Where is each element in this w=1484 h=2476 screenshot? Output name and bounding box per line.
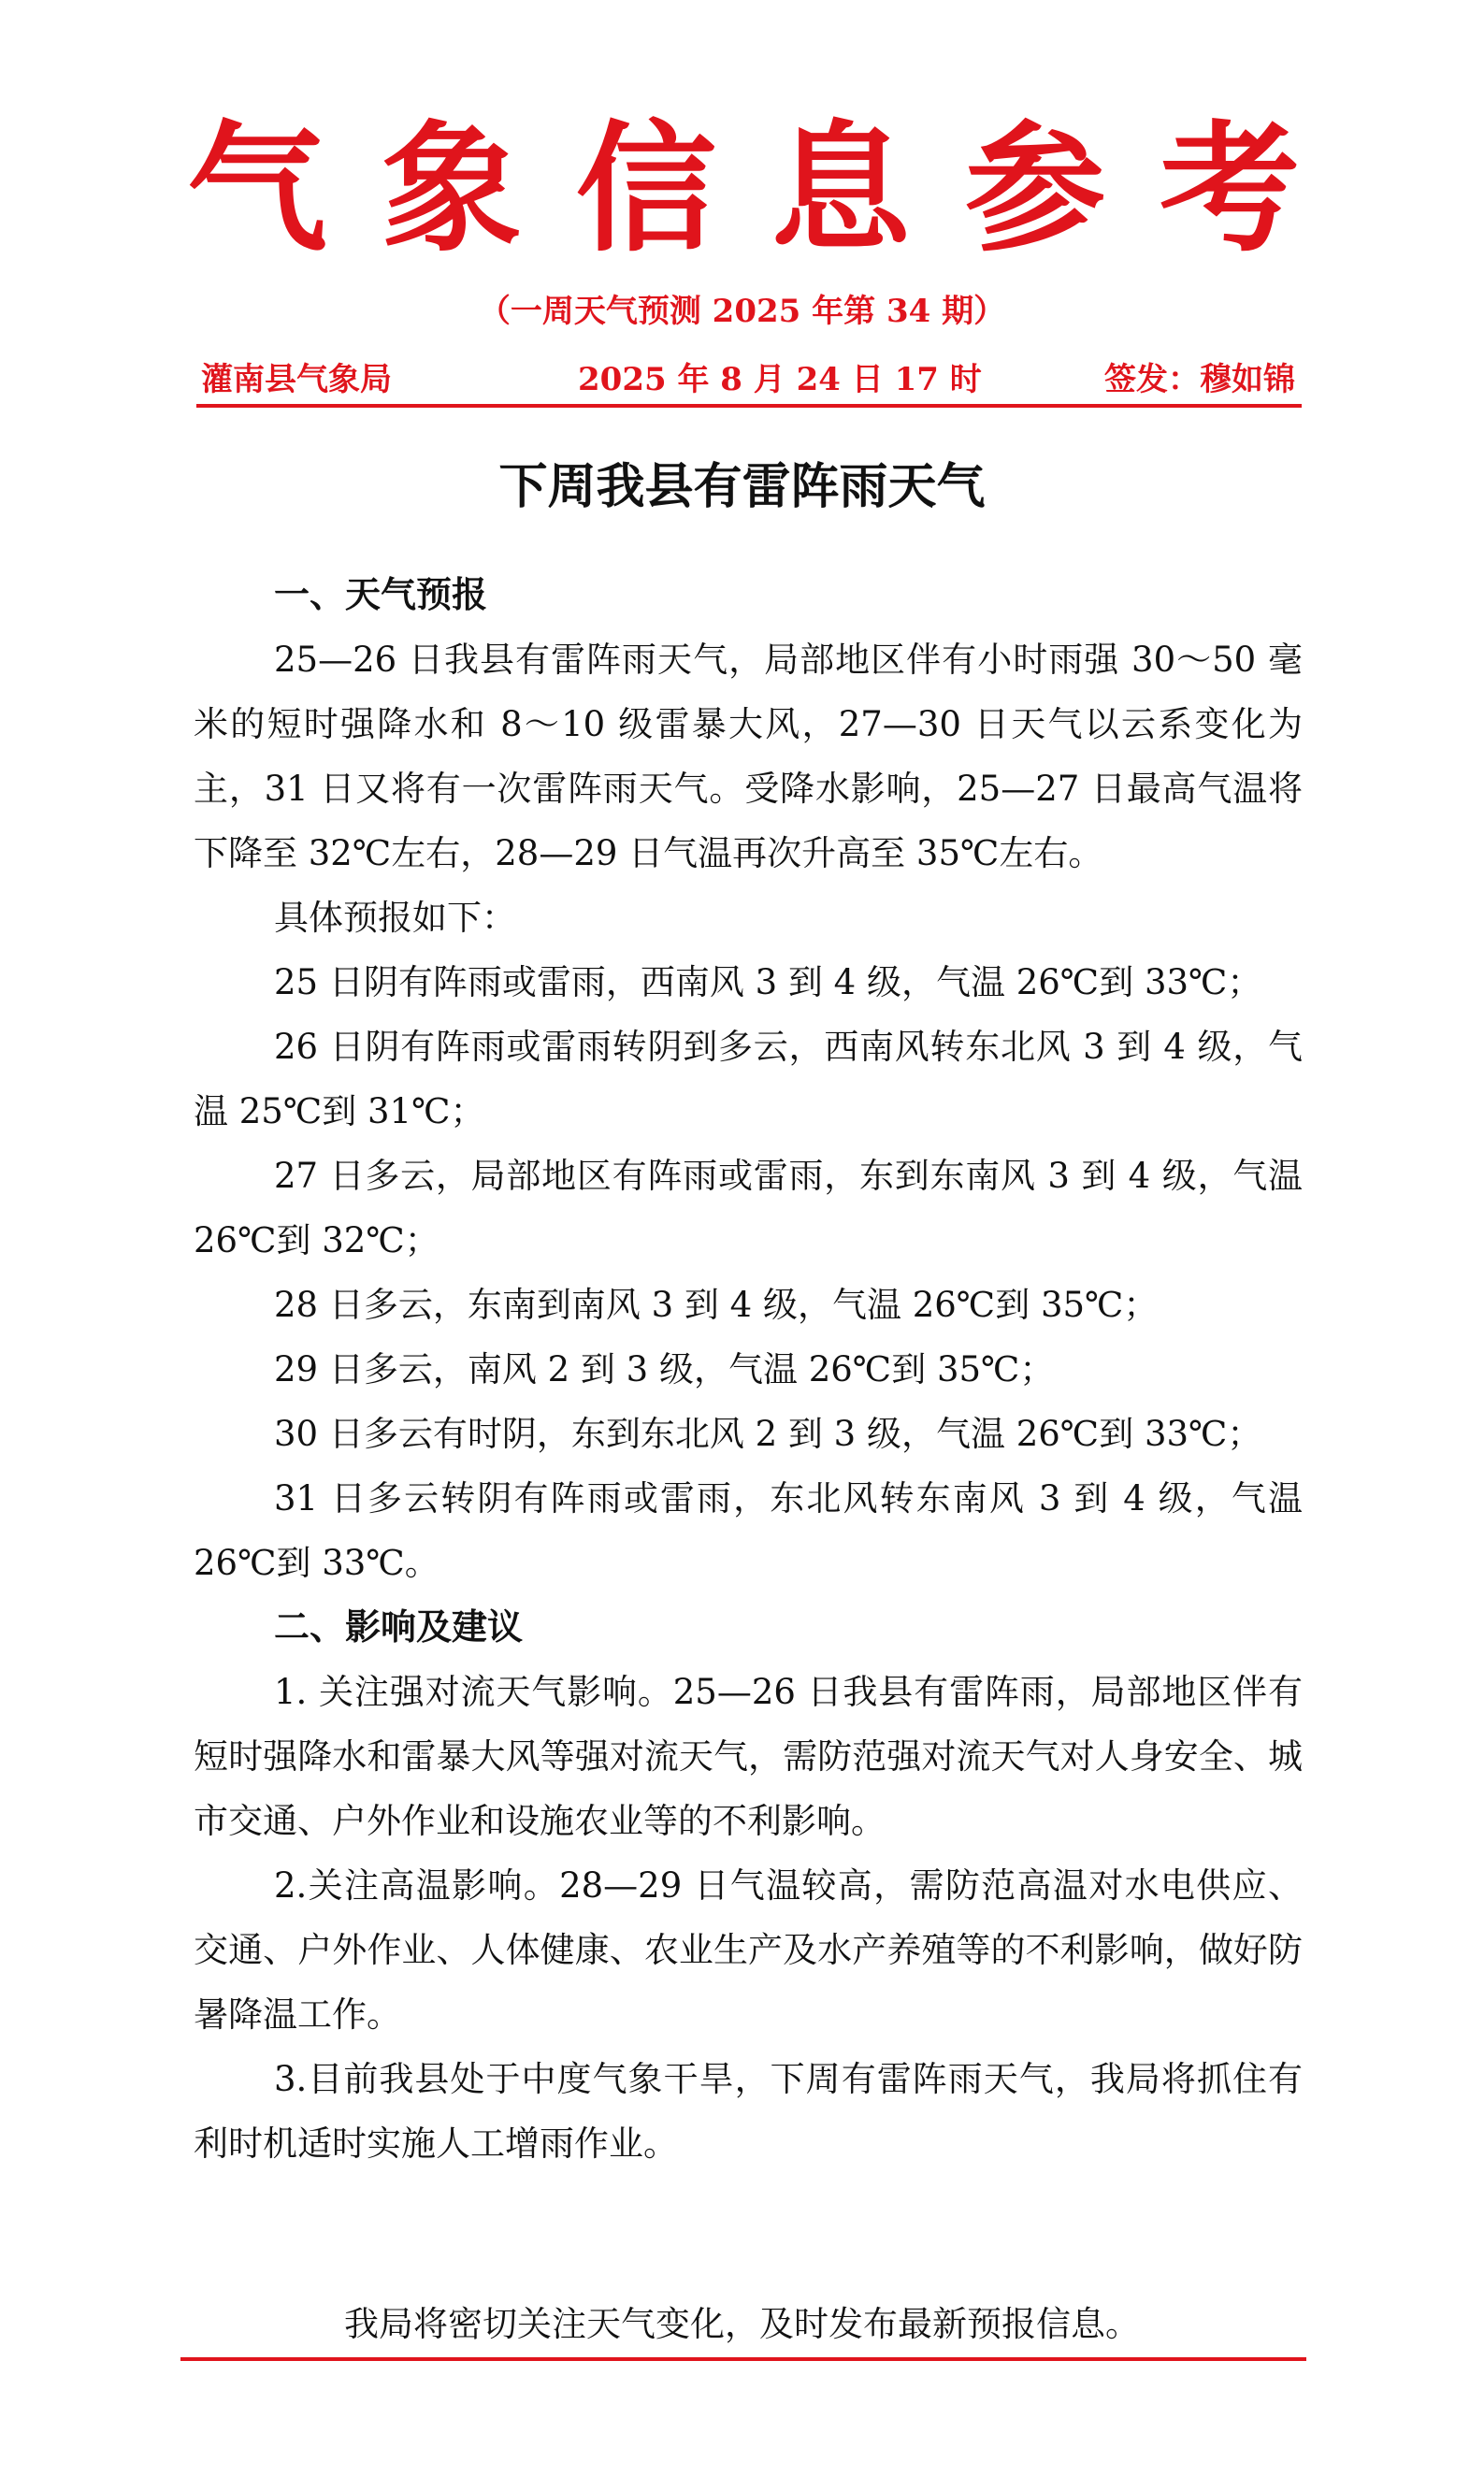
bulletin-body xyxy=(194,563,1303,2176)
header-divider xyxy=(196,404,1302,408)
forecast-day: 30 日多云有时阴，东到东北风 2 到 3 级，气温 26℃到 33℃； xyxy=(274,1414,1262,1454)
masthead-char: 息 xyxy=(770,108,911,271)
signer: 签发：穆如锦 xyxy=(1104,361,1295,398)
masthead-char: 参 xyxy=(964,108,1105,271)
section-heading: 二、影响及建议 xyxy=(274,1606,524,1648)
forecast-day: 29 日多云，南风 2 到 3 级，气温 26℃到 35℃； xyxy=(274,1349,1055,1389)
masthead-char: 信 xyxy=(575,108,716,271)
issue-datetime: 2025 年 8 月 24 日 17 时 xyxy=(578,361,982,398)
forecast-day: 26 日阴有阵雨或雷雨转阴到多云，西南风转东北风 3 到 4 级，气温 25℃到 31℃； xyxy=(194,1027,1303,1131)
forecast-day: 25 日阴有阵雨或雷雨，西南风 3 到 4 级，气温 26℃到 33℃； xyxy=(274,962,1262,1002)
advice-item: 1. 关注强对流天气影响。25—26 日我县有雷阵雨，局部地区伴有短时强降水和雷暴大风等强对流天气，需防范强对流天气对人身安全、城市交通、户外作业和设施农业等的不利影响。 xyxy=(194,1672,1303,1841)
meta-line xyxy=(201,353,1295,398)
paragraph: 25—26 日我县有雷阵雨天气，局部地区伴有小时雨强 30～50 毫米的短时强降水和 8～10 级雷暴大风，27—30 日天气以云系变化为主，31 日又将有一次雷阵雨天气。受降水影响，25—27 日最高气温将下降至 32℃左右，28—29 日气温再次升高至 35℃左右。 xyxy=(194,640,1303,873)
closing-statement: 我局将密切关注天气变化，及时发布最新预报信息。 xyxy=(344,2304,1140,2344)
masthead-char: 气 xyxy=(187,108,328,271)
forecast-day: 31 日多云转阴有阵雨或雷雨，东北风转东南风 3 到 4 级，气温 26℃到 33℃。 xyxy=(194,1478,1303,1583)
headline: 下周我县有雷阵雨天气 xyxy=(498,459,986,515)
masthead-char: 象 xyxy=(381,108,522,271)
forecast-day: 27 日多云，局部地区有阵雨或雷雨，东到东南风 3 到 4 级，气温 26℃到 32℃； xyxy=(194,1156,1303,1260)
advice-item: 2.关注高温影响。28—29 日气温较高，需防范高温对水电供应、交通、户外作业、人体健康、农业生产及水产养殖等的不利影响，做好防暑降温工作。 xyxy=(194,1865,1303,2035)
masthead-char: 考 xyxy=(1159,108,1300,271)
issuer: 灌南县气象局 xyxy=(201,361,392,398)
issue-number: （一周天气预测 2025 年第 34 期） xyxy=(478,293,1006,330)
footer-divider xyxy=(180,2357,1306,2361)
masthead-title xyxy=(187,110,1300,269)
paragraph: 具体预报如下： xyxy=(274,898,516,938)
section-heading: 一、天气预报 xyxy=(274,574,488,615)
forecast-day: 28 日多云，东南到南风 3 到 4 级，气温 26℃到 35℃； xyxy=(274,1285,1159,1325)
advice-item: 3.目前我县处于中度气象干旱，下周有雷阵雨天气，我局将抓住有利时机适时实施人工增雨作业。 xyxy=(194,2059,1303,2164)
